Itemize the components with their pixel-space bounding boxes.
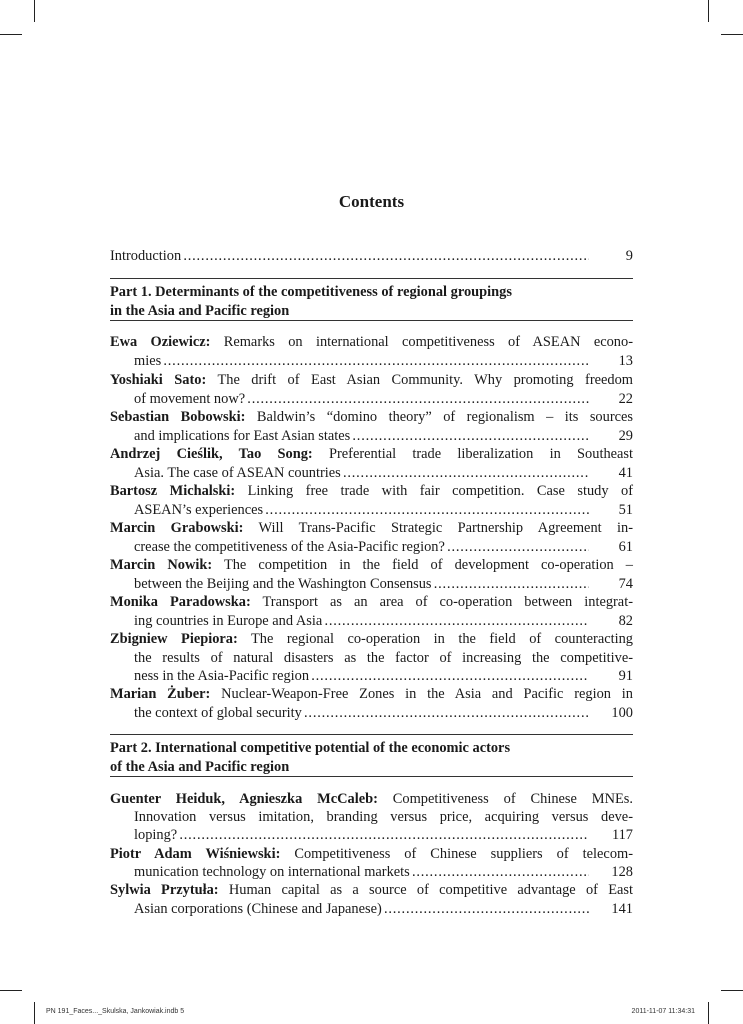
entry-title-cont: ASEAN’s experiences . . . <box>134 501 589 520</box>
entry-title: Linking free trade with fair competition. Case study of <box>235 483 633 499</box>
footer-filename: PN 191_Faces..._Skulska, Jankowiak.indb 5 <box>46 1008 185 1015</box>
entry-author: Sylwia Przytuła: <box>110 882 219 898</box>
part-heading-line: Part 2. International competitive potential of the economic actors <box>110 740 511 756</box>
divider <box>110 776 633 777</box>
crop-mark <box>34 1002 35 1024</box>
toc-page-number: 29 <box>618 428 633 444</box>
entry-author: Bartosz Michalski: <box>110 483 236 499</box>
entry-title-cont: Asia. The case of ASEAN countries . . . <box>134 464 589 483</box>
entry-title-cont: Asian corporations (Chinese and Japanese) . . . <box>134 900 589 919</box>
crop-mark <box>0 34 22 35</box>
entry-title-cont: ness in the Asia-Pacific region . . . <box>134 667 589 686</box>
entry-author: Ewa Oziewicz: <box>110 334 211 350</box>
entry-author: Marcin Nowik: <box>110 557 213 573</box>
divider <box>110 734 633 735</box>
entry-author: Guenter Heiduk, Agnieszka McCaleb: <box>110 791 378 807</box>
toc-page-number: 91 <box>618 668 633 684</box>
entry-author: Monika Paradowska: <box>110 594 251 610</box>
toc-page-number: 82 <box>618 613 633 629</box>
entry-title-cont: mies . . . <box>134 352 589 371</box>
entry-title: Competitiveness of Chinese MNEs. <box>377 791 633 807</box>
entry-author: Yoshiaki Sato: <box>110 372 207 388</box>
entry-author: Zbigniew Piepiora: <box>110 631 238 647</box>
entry-title: Nuclear-Weapon-Free Zones in the Asia and Pacific region in <box>210 686 633 702</box>
entry-title: Competitiveness of Chinese suppliers of telecom- <box>280 846 633 862</box>
entry-title-cont: Innovation versus imitation, branding versus price, acquiring versus deve- <box>134 809 633 825</box>
entry-title: The regional co-operation in the field of counteracting <box>237 631 633 647</box>
toc-page-number: 41 <box>618 465 633 481</box>
entry-title-cont: loping? . . . <box>134 826 589 845</box>
entry-title: The competition in the field of development co-operation – <box>212 557 633 573</box>
part-heading-line: in the Asia and Pacific region <box>110 303 290 319</box>
entry-title: Will Trans-Pacific Strategic Partnership Agreement in- <box>243 520 633 536</box>
entry-title-cont: between the Beijing and the Washington Consensus . . . <box>134 575 589 594</box>
entry-author: Marcin Grabowski: <box>110 520 244 536</box>
page-title: Contents <box>338 192 405 211</box>
part-2-heading <box>110 739 633 777</box>
crop-mark <box>708 0 709 22</box>
toc-page-number: 74 <box>618 576 633 592</box>
part-heading-line: Part 1. Determinants of the competitiveness of regional groupings <box>110 284 512 300</box>
entry-title-cont: crease the competitiveness of the Asia-Pacific region? . . . <box>134 538 589 557</box>
toc-page-number: 51 <box>618 502 633 518</box>
crop-mark <box>34 0 35 22</box>
toc-introduction[interactable] <box>110 247 633 266</box>
crop-mark <box>721 990 743 991</box>
divider <box>110 320 633 321</box>
crop-mark <box>721 34 743 35</box>
toc-entry-title: Introduction . . . <box>110 247 589 266</box>
entry-title: Preferential trade liberalization in Southeast <box>312 446 634 462</box>
entry-title-cont: and implications for East Asian states . . . <box>134 427 589 446</box>
crop-mark <box>0 990 22 991</box>
part-1-heading <box>110 283 633 321</box>
entry-title-cont: the results of natural disasters as the factor of increasing the competitive- <box>134 650 633 666</box>
entry-title: The drift of East Asian Community. Why promoting freedom <box>206 372 633 388</box>
entry-author: Marian Żuber: <box>110 686 211 702</box>
entry-title: Baldwin’s “domino theory” of regionalism – its sources <box>245 409 633 425</box>
entry-title: Remarks on international competitiveness of ASEAN econo- <box>210 334 633 350</box>
footer-timestamp: 2011-11-07 11:34:31 <box>631 1008 695 1015</box>
toc-page-number: 128 <box>611 864 633 880</box>
entry-title: Human capital as a source of competitive advantage of East <box>218 882 633 898</box>
toc-page-number: 9 <box>625 248 633 264</box>
toc-page-number: 22 <box>618 391 633 407</box>
toc-page-number: 141 <box>611 901 633 917</box>
toc-page-number: 117 <box>611 827 633 843</box>
part-heading-line: of the Asia and Pacific region <box>110 759 290 775</box>
toc-page-number: 13 <box>618 353 633 369</box>
entry-title-cont: the context of global security . . . <box>134 704 589 723</box>
entry-title-cont: munication technology on international markets . . . <box>134 863 589 882</box>
toc-page-number: 61 <box>618 539 633 555</box>
entry-title: Transport as an area of co-operation between integrat- <box>250 594 633 610</box>
divider <box>110 278 633 279</box>
entry-title-cont: of movement now? . . . <box>134 390 589 409</box>
crop-mark <box>708 1002 709 1024</box>
entry-title-cont: ing countries in Europe and Asia . . . <box>134 612 589 631</box>
entry-author: Piotr Adam Wiśniewski: <box>110 846 281 862</box>
entry-author: Andrzej Cieślik, Tao Song: <box>110 446 313 462</box>
toc-page-number: 100 <box>611 705 633 721</box>
entry-author: Sebastian Bobowski: <box>110 409 246 425</box>
